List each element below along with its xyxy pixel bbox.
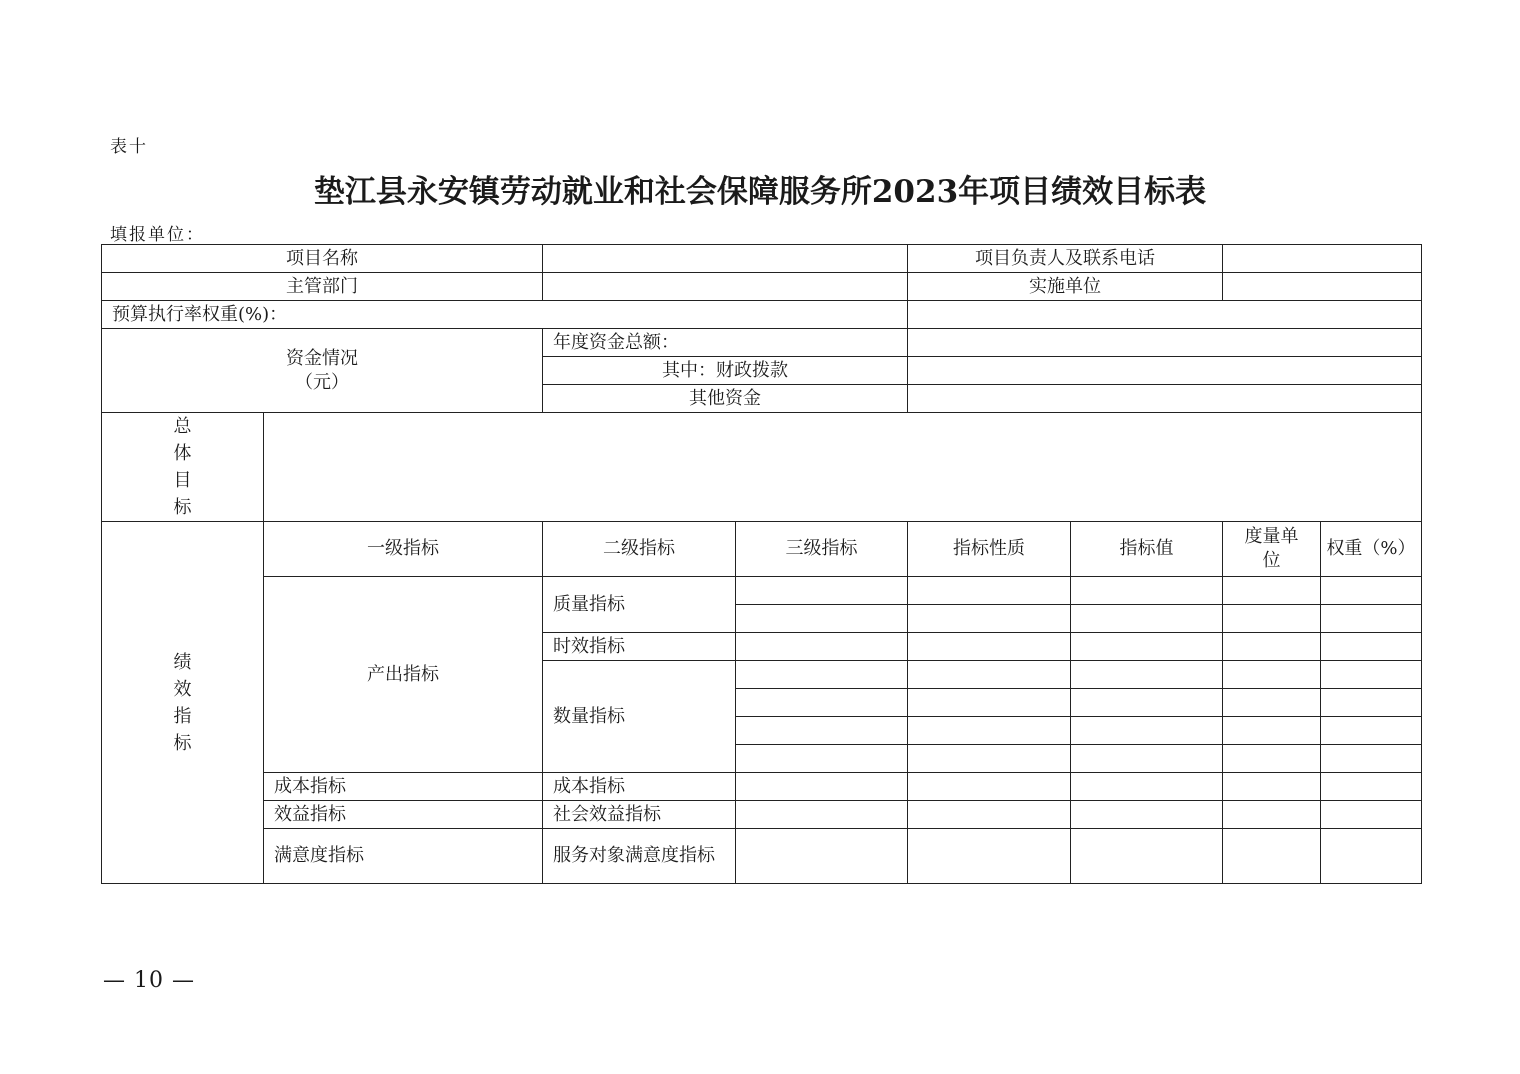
project-leader-contact-value[interactable] [1223, 245, 1422, 273]
row-department [102, 273, 1422, 301]
level3-cell[interactable] [736, 717, 908, 745]
nature-cell[interactable] [908, 577, 1071, 605]
level3-cell[interactable] [736, 745, 908, 773]
unit-cell[interactable] [1223, 745, 1321, 773]
cost-level1-label: 成本指标 [264, 773, 543, 801]
benefit-level1-label: 效益指标 [264, 801, 543, 829]
annual-total-label: 年度资金总额： [543, 329, 908, 357]
nature-cell[interactable] [908, 633, 1071, 661]
indicators-char: 绩 [173, 651, 192, 673]
unit-cell[interactable] [1223, 577, 1321, 605]
budget-rate-weight-value[interactable] [908, 301, 1422, 329]
row-overall-goal [102, 413, 1422, 522]
nature-cell[interactable] [908, 829, 1071, 884]
table-row [102, 801, 1422, 829]
weight-cell[interactable] [1321, 773, 1422, 801]
nature-cell[interactable] [908, 717, 1071, 745]
table-label: 表十 [110, 137, 148, 157]
implementing-unit-value[interactable] [1223, 273, 1422, 301]
indicators-char: 标 [173, 732, 192, 754]
performance-indicators-label [102, 522, 264, 884]
level3-cell[interactable] [736, 773, 908, 801]
weight-cell[interactable] [1321, 605, 1422, 633]
unit-cell[interactable] [1223, 717, 1321, 745]
other-funds-value[interactable] [908, 385, 1422, 413]
overall-goal-char: 标 [173, 497, 192, 518]
col-header-weight: 权重（%） [1321, 522, 1422, 577]
weight-cell[interactable] [1321, 801, 1422, 829]
page-number: — 10 — [103, 968, 195, 993]
nature-cell[interactable] [908, 745, 1071, 773]
overall-goal-char: 目 [173, 470, 192, 491]
weight-cell[interactable] [1321, 745, 1422, 773]
col-header-value: 指标值 [1071, 522, 1223, 577]
nature-cell[interactable] [908, 689, 1071, 717]
other-funds-label: 其他资金 [543, 385, 908, 413]
weight-cell[interactable] [1321, 689, 1422, 717]
nature-cell[interactable] [908, 773, 1071, 801]
implementing-unit-label: 实施单位 [908, 273, 1223, 301]
weight-cell[interactable] [1321, 661, 1422, 689]
funding-unit: （元） [295, 371, 349, 393]
unit-cell[interactable] [1223, 689, 1321, 717]
fiscal-allocation-value[interactable] [908, 357, 1422, 385]
benefit-level2-label: 社会效益指标 [543, 801, 736, 829]
overall-goal-label [102, 413, 264, 522]
value-cell[interactable] [1071, 745, 1223, 773]
col-header-level1: 一级指标 [264, 522, 543, 577]
level3-cell[interactable] [736, 689, 908, 717]
unit-cell[interactable] [1223, 661, 1321, 689]
nature-cell[interactable] [908, 661, 1071, 689]
value-cell[interactable] [1071, 773, 1223, 801]
unit-cell[interactable] [1223, 605, 1321, 633]
overall-goal-value[interactable] [264, 413, 1422, 522]
nature-cell[interactable] [908, 605, 1071, 633]
value-cell[interactable] [1071, 689, 1223, 717]
timeliness-indicator-label: 时效指标 [543, 633, 736, 661]
annual-total-value[interactable] [908, 329, 1422, 357]
quality-indicator-label: 质量指标 [543, 577, 736, 633]
table-row [102, 829, 1422, 884]
level3-cell[interactable] [736, 577, 908, 605]
fill-unit-label: 填报单位： [110, 225, 205, 245]
row-indicator-header [102, 522, 1422, 577]
value-cell[interactable] [1071, 661, 1223, 689]
satisfaction-level1-label: 满意度指标 [264, 829, 543, 884]
funding-title: 资金情况 [286, 347, 358, 369]
project-name-label: 项目名称 [102, 245, 543, 273]
unit-cell[interactable] [1223, 633, 1321, 661]
nature-cell[interactable] [908, 801, 1071, 829]
overall-goal-char: 总 [173, 416, 192, 437]
department-label: 主管部门 [102, 273, 543, 301]
overall-goal-char: 体 [173, 443, 192, 464]
row-annual-total [102, 329, 1422, 357]
weight-cell[interactable] [1321, 829, 1422, 884]
value-cell[interactable] [1071, 717, 1223, 745]
level3-cell[interactable] [736, 829, 908, 884]
project-name-value[interactable] [543, 245, 908, 273]
value-cell[interactable] [1071, 801, 1223, 829]
table-row [102, 773, 1422, 801]
output-indicator-label: 产出指标 [264, 577, 543, 773]
level3-cell[interactable] [736, 801, 908, 829]
indicators-char: 指 [173, 705, 192, 727]
unit-cell[interactable] [1223, 773, 1321, 801]
col-header-level3: 三级指标 [736, 522, 908, 577]
level3-cell[interactable] [736, 605, 908, 633]
value-cell[interactable] [1071, 633, 1223, 661]
col-header-level2: 二级指标 [543, 522, 736, 577]
value-cell[interactable] [1071, 577, 1223, 605]
value-cell[interactable] [1071, 605, 1223, 633]
col-header-nature: 指标性质 [908, 522, 1071, 577]
performance-target-table [101, 244, 1422, 884]
document-title: 垫江县永安镇劳动就业和社会保障服务所2023年项目绩效目标表 [313, 174, 1207, 210]
row-project-name [102, 245, 1422, 273]
unit-cell[interactable] [1223, 801, 1321, 829]
level3-cell[interactable] [736, 633, 908, 661]
weight-cell[interactable] [1321, 633, 1422, 661]
table-row [102, 577, 1422, 605]
level3-cell[interactable] [736, 661, 908, 689]
weight-cell[interactable] [1321, 577, 1422, 605]
satisfaction-level2-label: 服务对象满意度指标 [543, 829, 736, 884]
indicators-char: 效 [173, 678, 192, 700]
col-header-unit: 度量单位 [1223, 522, 1321, 577]
value-cell[interactable] [1071, 829, 1223, 884]
weight-cell[interactable] [1321, 717, 1422, 745]
row-budget-rate [102, 301, 1422, 329]
budget-rate-weight-label: 预算执行率权重(%)： [102, 301, 908, 329]
department-value[interactable] [543, 273, 908, 301]
funding-label [102, 329, 543, 413]
project-leader-contact-label: 项目负责人及联系电话 [908, 245, 1223, 273]
unit-cell[interactable] [1223, 829, 1321, 884]
quantity-indicator-label: 数量指标 [543, 661, 736, 773]
cost-level2-label: 成本指标 [543, 773, 736, 801]
fiscal-allocation-label: 其中：财政拨款 [543, 357, 908, 385]
